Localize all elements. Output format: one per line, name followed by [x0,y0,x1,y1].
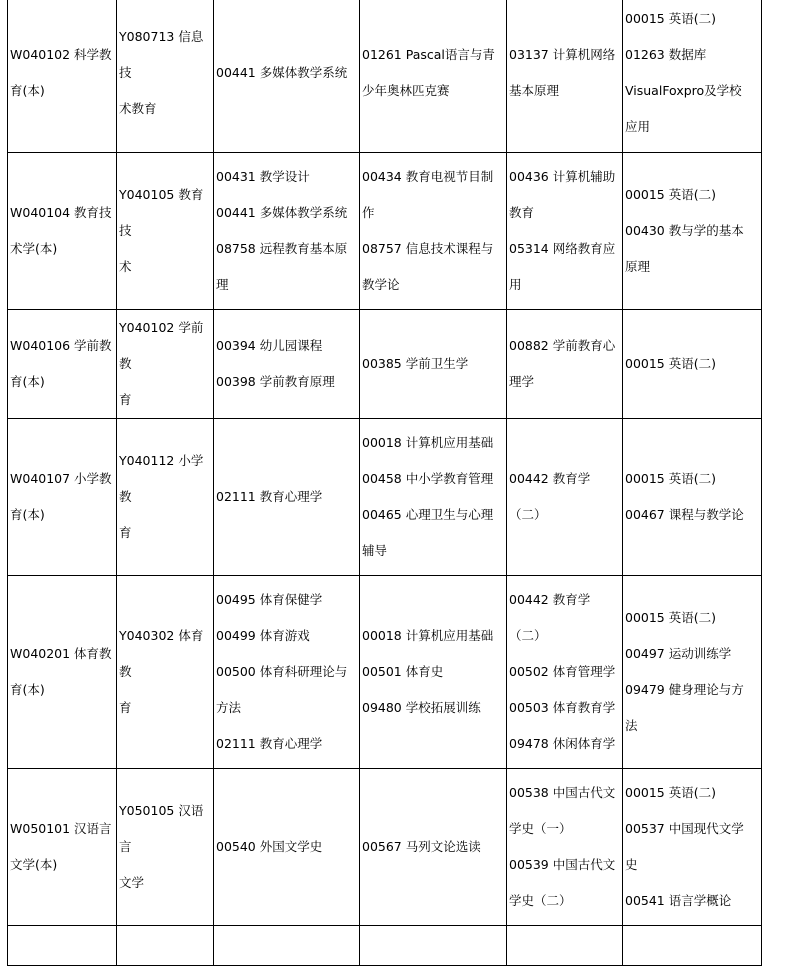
cell-line: 00442 教育学 [509,592,591,607]
course-cell [507,0,623,153]
cell-line: Y040102 学前教 [119,320,204,371]
table-row [8,310,762,419]
course-cell [507,926,623,966]
cell-line: 09480 学校拓展训练 [362,700,481,715]
course-table [7,0,762,966]
cell-line: 学史（二） [509,893,572,908]
cell-line: 术学(本) [10,241,58,256]
cell-line: 原理 [625,259,651,274]
major-cell [8,0,117,153]
cell-line: 00540 外国文学史 [216,839,323,854]
course-cell [507,576,623,769]
course-cell [360,0,507,153]
cell-line: （二） [509,628,547,643]
vocational-major-cell [117,310,214,419]
major-cell [8,576,117,769]
cell-line: W040104 教育技 [10,205,112,220]
cell-line: 00385 学前卫生学 [362,356,469,371]
cell-line: 00441 多媒体教学系统 [216,65,348,80]
cell-line: Y080713 信息技 [119,29,204,80]
course-cell [507,769,623,926]
course-table-body [8,0,762,966]
cell-line: W040201 体育教 [10,646,112,661]
course-cell [623,926,762,966]
cell-line: 00015 英语(二) [625,471,716,486]
cell-line: 00458 中小学教育管理 [362,471,494,486]
course-cell [214,153,360,310]
cell-line: Y040105 教育技 [119,187,204,238]
cell-line: 史 [625,857,638,872]
course-cell [623,153,762,310]
major-cell [8,769,117,926]
cell-line: 辅导 [362,543,388,558]
table-row [8,419,762,576]
cell-line: 育 [119,525,132,540]
cell-line: 00497 运动训练学 [625,646,732,661]
cell-line: 法 [625,718,638,733]
cell-line: 00015 英语(二) [625,610,716,625]
cell-line: 文学 [119,875,145,890]
cell-line: 教育 [509,205,535,220]
course-cell [507,419,623,576]
cell-line: 00394 幼儿园课程 [216,338,323,353]
cell-line: 用 [509,277,522,292]
course-cell [214,576,360,769]
major-cell [8,419,117,576]
course-cell [507,310,623,419]
cell-line: 育 [119,700,132,715]
major-cell [8,926,117,966]
course-cell [360,576,507,769]
cell-line: 00502 体育管理学 [509,664,616,679]
cell-line: 00431 教学设计 [216,169,310,184]
cell-line: W040102 科学教 [10,47,112,62]
cell-line: 理学 [509,374,535,389]
cell-line: Y040112 小学教 [119,453,204,504]
cell-line: 00541 语言学概论 [625,893,732,908]
cell-line: 05314 网络教育应 [509,241,616,256]
cell-line: 00495 体育保健学 [216,592,323,607]
cell-line: W040106 学前教 [10,338,112,353]
course-cell [214,0,360,153]
cell-line: 00018 计算机应用基础 [362,628,494,643]
cell-line: 00499 体育游戏 [216,628,310,643]
course-cell [214,926,360,966]
cell-line: 00442 教育学 [509,471,591,486]
table-row [8,769,762,926]
cell-line: 学史（一） [509,821,572,836]
cell-line: 术 [119,259,132,274]
cell-line: W050101 汉语言 [10,821,112,836]
cell-line: 理 [216,277,229,292]
cell-line: 00436 计算机辅助 [509,169,616,184]
cell-line: 00434 教育电视节目制 [362,169,494,184]
cell-line: 00501 体育史 [362,664,444,679]
cell-line: （二） [509,507,547,522]
course-cell [360,926,507,966]
course-cell [623,769,762,926]
cell-line: Y040302 体育教 [119,628,204,679]
course-cell [623,0,762,153]
cell-line: 方法 [216,700,242,715]
cell-line: 育 [119,392,132,407]
cell-line: 基本原理 [509,83,560,98]
cell-line: 少年奥林匹克赛 [362,83,450,98]
cell-line: 00015 英语(二) [625,11,716,26]
cell-line: 育(本) [10,374,45,389]
cell-line: 00467 课程与教学论 [625,507,744,522]
course-cell [214,769,360,926]
cell-line: 09478 休闲体育学 [509,736,616,751]
table-row [8,153,762,310]
major-cell [8,310,117,419]
vocational-major-cell [117,926,214,966]
vocational-major-cell [117,0,214,153]
course-cell [623,419,762,576]
cell-line: 00503 体育教育学 [509,700,616,715]
cell-line: 术教育 [119,101,157,116]
cell-line: 教学论 [362,277,400,292]
cell-line: 育(本) [10,507,45,522]
cell-line: 育(本) [10,83,45,98]
cell-line: 00430 教与学的基本 [625,223,744,238]
cell-line: 09479 健身理论与方 [625,682,744,697]
vocational-major-cell [117,576,214,769]
course-cell [507,153,623,310]
course-cell [214,419,360,576]
cell-line: 00537 中国现代文学 [625,821,744,836]
cell-line: 00567 马列文论选读 [362,839,481,854]
course-cell [623,310,762,419]
cell-line: 03137 计算机网络 [509,47,616,62]
course-cell [214,310,360,419]
cell-line: 00015 英语(二) [625,187,716,202]
table-row [8,926,762,966]
cell-line: 应用 [625,119,651,134]
course-cell [360,419,507,576]
cell-line: 00018 计算机应用基础 [362,435,494,450]
major-cell [8,153,117,310]
course-cell [360,310,507,419]
cell-line: 育(本) [10,682,45,697]
cell-line: 00500 体育科研理论与 [216,664,348,679]
cell-line: 00015 英语(二) [625,785,716,800]
cell-line: 文学(本) [10,857,58,872]
cell-line: 08758 远程教育基本原 [216,241,348,256]
cell-line: 作 [362,205,375,220]
cell-line: 02111 教育心理学 [216,489,323,504]
cell-line: 00538 中国古代文 [509,785,616,800]
cell-line: 00465 心理卫生与心理 [362,507,494,522]
course-cell [360,153,507,310]
table-row [8,576,762,769]
course-cell [360,769,507,926]
vocational-major-cell [117,419,214,576]
vocational-major-cell [117,153,214,310]
cell-line: 00882 学前教育心 [509,338,616,353]
course-cell [623,576,762,769]
cell-line: 00398 学前教育原理 [216,374,335,389]
vocational-major-cell [117,769,214,926]
cell-line: 08757 信息技术课程与 [362,241,494,256]
cell-line: 01263 数据库 [625,47,707,62]
cell-line: 02111 教育心理学 [216,736,323,751]
table-row [8,0,762,153]
cell-line: Y050105 汉语言 [119,803,204,854]
cell-line: 01261 Pascal语言与青 [362,47,495,62]
cell-line: 00539 中国古代文 [509,857,616,872]
cell-line: VisualFoxpro及学校 [625,83,742,98]
cell-line: W040107 小学教 [10,471,112,486]
cell-line: 00441 多媒体教学系统 [216,205,348,220]
cell-line: 00015 英语(二) [625,356,716,371]
